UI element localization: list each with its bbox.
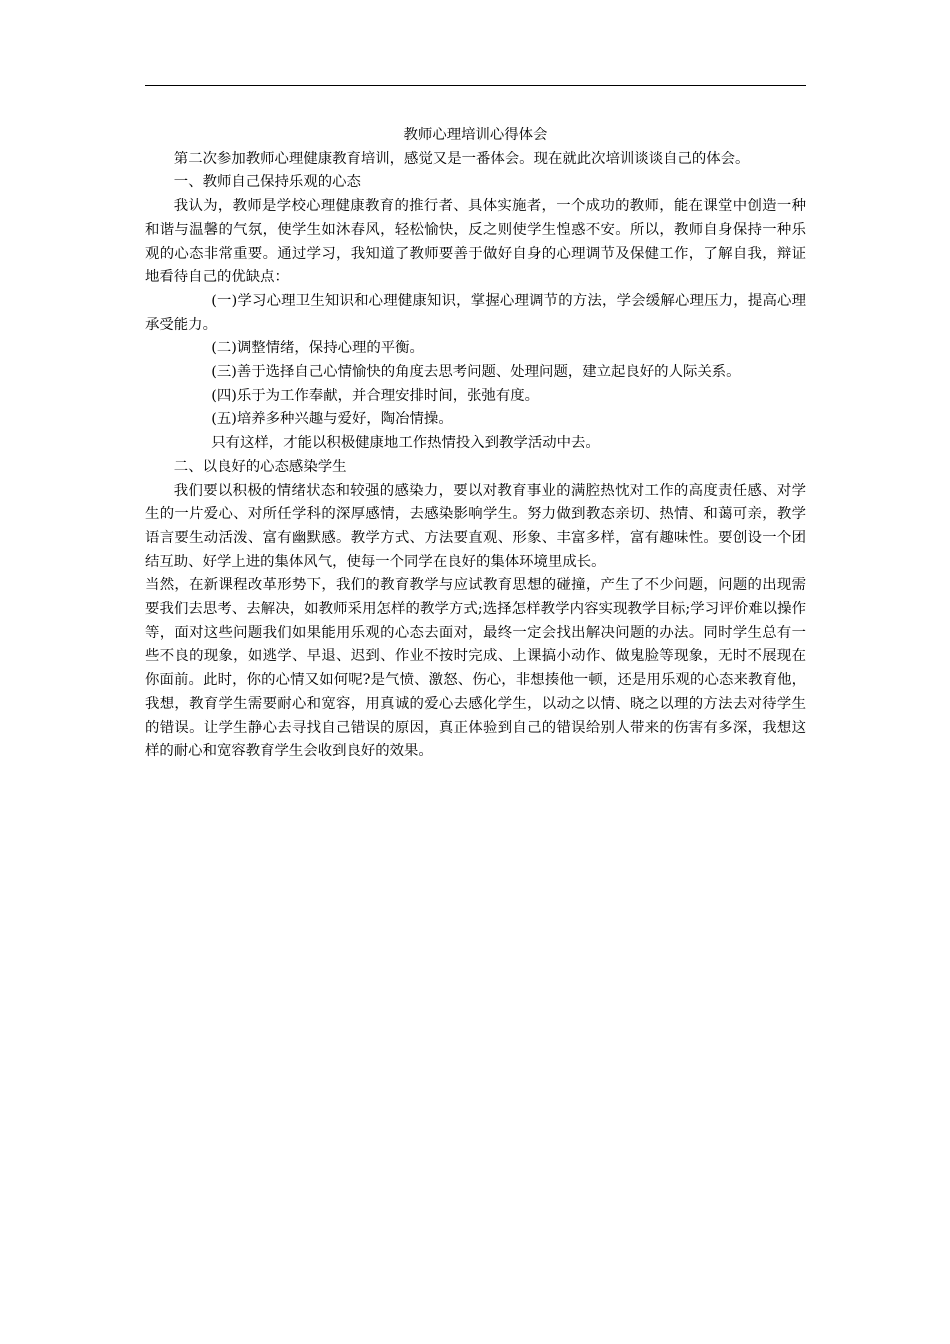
section1-conclusion: 只有这样，才能以积极健康地工作热情投入到教学活动中去。 [211, 435, 600, 452]
list-item-4: (四)乐于为工作奉献，并合理安排时间，张弛有度。 [211, 387, 540, 404]
section2-heading: 二、以良好的心态感染学生 [173, 458, 347, 475]
document-body [145, 124, 806, 764]
document-title: 教师心理培训心得体会 [403, 127, 548, 143]
header-rule [145, 85, 806, 86]
section1-paragraph: 我认为，教师是学校心理健康教育的推行者、具体实施者，一个成功的教师，能在课堂中创造一种和谐与温馨的气氛，使学生如沐春风，轻松愉快，反之则使学生惶惑不安。所以，教师自身保持一种乐观的心态非常重要。通过学习，我知道了教师要善于做好自身的心理调节及保健工作，了解自我，辩证地看待自己的优缺点： [145, 198, 806, 286]
list-item-3: (三)善于选择自己心情愉快的角度去思考问题、处理问题，建立起良好的人际关系。 [211, 364, 741, 381]
section1-heading: 一、教师自己保持乐观的心态 [173, 174, 361, 191]
list-item-1: (一)学习心理卫生知识和心理健康知识，掌握心理调节的方法，学会缓解心理压力，提高心理承受能力。 [145, 292, 806, 333]
list-item-2: (二)调整情绪，保持心理的平衡。 [211, 340, 424, 357]
section2-paragraph-1: 我们要以积极的情绪状态和较强的感染力，要以对教育事业的满腔热忱对工作的高度责任感、对学生的一片爱心、对所任学科的深厚感情，去感染影响学生。努力做到教态亲切、热情、和蔼可亲，教学语言要生动活泼、富有幽默感。教学方式、方法要直观、形象、丰富多样，富有趣味性。要创设一个团结互助、好学上进的集体风气，使每一个同学在良好的集体环境里成长。 [145, 482, 806, 570]
section2-paragraph-2: 当然，在新课程改革形势下，我们的教育教学与应试教育思想的碰撞，产生了不少问题，问题的出现需要我们去思考、去解决，如教师采用怎样的教学方式;选择怎样教学内容实现教学目标;学习评价难以操作等，面对这些问题我们如果能用乐观的心态去面对，最终一定会找出解决问题的办法。同时学生总有一些不良的现象，如逃学、早退、迟到、作业不按时完成、上课搞小动作、做鬼脸等现象，无时不展现在你面前。此时，你的心情又如何呢?是气愤、激怒、伤心，非想揍他一顿，还是用乐观的心态来教育他，我想，教育学生需要耐心和宽容，用真诚的爱心去感化学生，以动之以情、晓之以理的方法去对待学生的错误。让学生静心去寻找自己错误的原因，真正体验到自己的错误给别人带来的伤害有多深，我想这样的耐心和宽容教育学生会收到良好的效果。 [145, 577, 806, 760]
list-item-5: (五)培养多种兴趣与爱好，陶冶情操。 [211, 411, 453, 428]
intro-paragraph: 第二次参加教师心理健康教育培训，感觉又是一番体会。现在就此次培训谈谈自己的体会。 [173, 150, 750, 167]
